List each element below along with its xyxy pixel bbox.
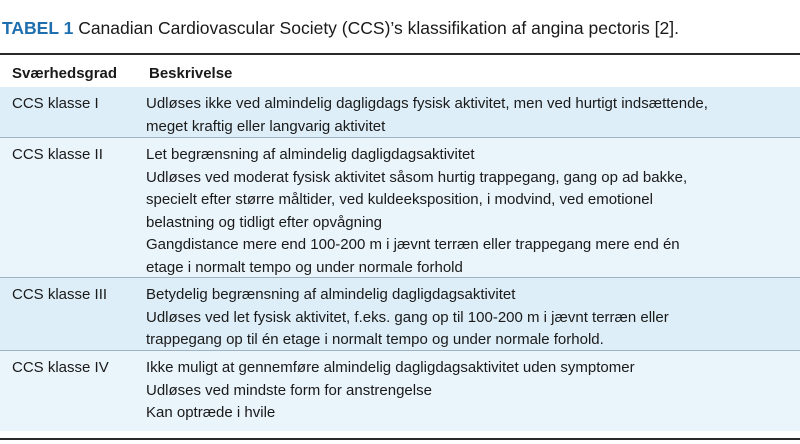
- row-grade: CCS klasse III: [12, 286, 108, 303]
- description-line: Let begrænsning af almindelig dagligdagsaktivitet: [146, 146, 475, 163]
- description-line: Gangdistance mere end 100-200 m i jævnt terræn eller trappegang mere end én: [146, 236, 680, 254]
- table-label: TABEL 1: [2, 18, 74, 38]
- description-line: Betydelig begrænsning af almindelig dagligdagsaktivitet: [146, 286, 516, 303]
- bottom-rule: [0, 438, 800, 440]
- column-header-severity: Sværhedsgrad: [12, 65, 118, 82]
- description-line: Udløses ved let fysisk aktivitet, f.eks. gang op til 100-200 m i jævnt terræn eller: [146, 308, 669, 326]
- description-line: Kan optræde i hvile: [146, 404, 276, 422]
- description-line: specielt efter større måltider, ved kuldeeksposition, i modvind, ved emotionel: [146, 191, 653, 209]
- description-line: trappegang op til én etage i normalt tempo og under normale forhold.: [146, 331, 604, 349]
- description-line: etage i normalt tempo og under normale forhold: [146, 258, 463, 276]
- row-grade: CCS klasse I: [12, 95, 99, 112]
- row-description: [146, 144, 791, 280]
- description-line: Udløses ikke ved almindelig dagligdags fysisk aktivitet, men ved hurtigt indsættende,: [146, 95, 708, 112]
- row-description: [146, 93, 791, 138]
- column-header-description: Beskrivelse: [149, 65, 233, 82]
- description-line: Udløses ved moderat fysisk aktivitet såsom hurtig trappegang, gang op ad bakke,: [146, 168, 688, 186]
- description-line: Ikke muligt at gennemføre almindelig dagligdagsaktivitet uden symptomer: [146, 359, 635, 376]
- table-row: [0, 138, 800, 278]
- description-line: meget kraftig eller langvarig aktivitet: [146, 117, 386, 135]
- table-row: [0, 278, 800, 351]
- top-rule: [0, 53, 800, 55]
- row-description: [146, 357, 791, 425]
- description-line: Udløses ved mindste form for anstrengelse: [146, 381, 432, 399]
- row-grade: CCS klasse IV: [12, 359, 109, 376]
- table-row: [0, 87, 800, 138]
- row-description: [146, 284, 791, 352]
- row-grade: CCS klasse II: [12, 146, 103, 163]
- description-line: belastning og tidligt efter opvågning: [146, 213, 383, 231]
- table-row: [0, 351, 800, 431]
- table-title: Canadian Cardiovascular Society (CCS)’s klassifikation af angina pectoris [2].: [78, 18, 679, 38]
- table-caption: [2, 17, 679, 39]
